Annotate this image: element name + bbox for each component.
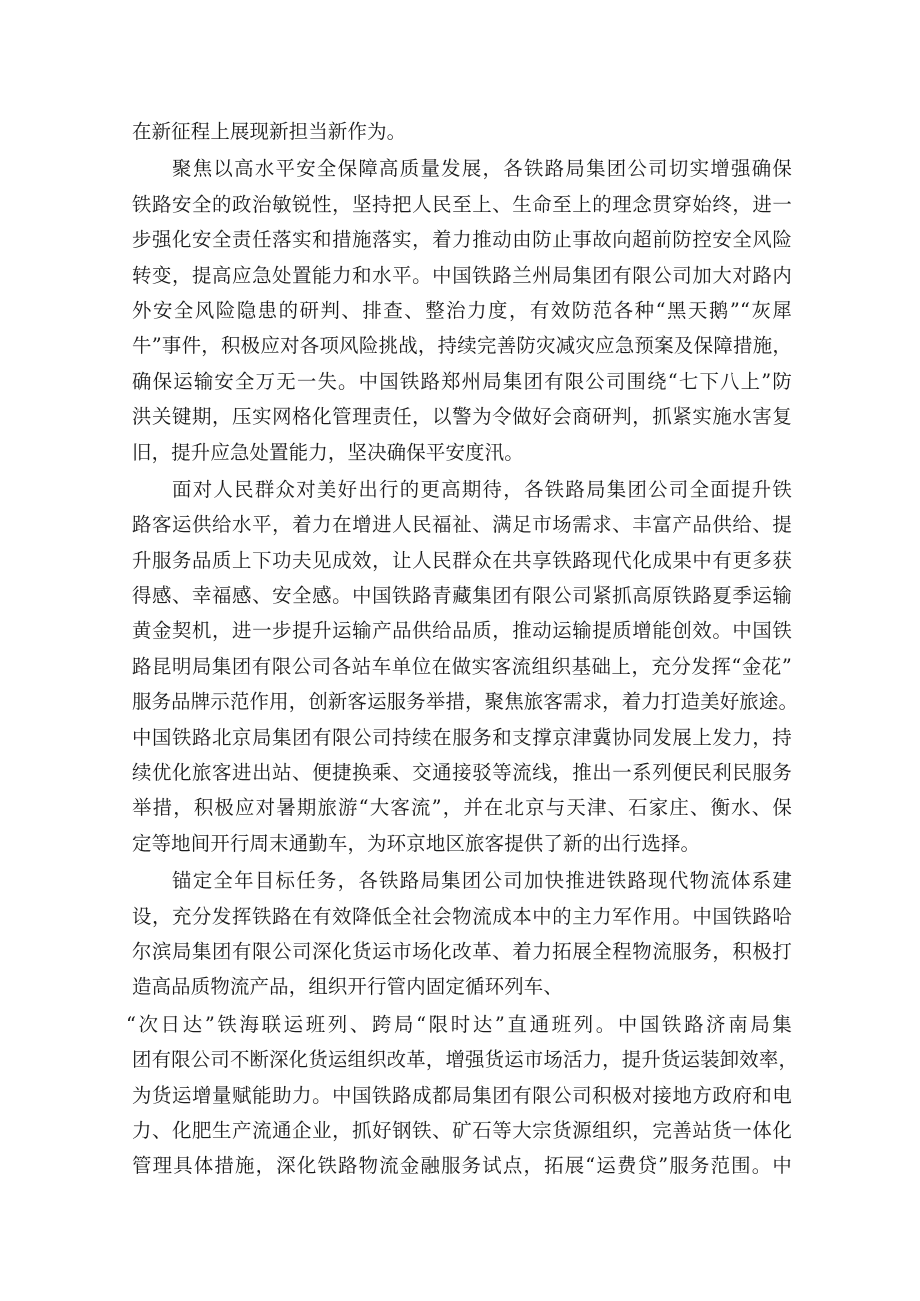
text-line: 面对人民群众对美好出行的更高期待，各铁路局集团公司全面提升铁 <box>172 477 792 501</box>
text-line: 洪关键期，压实网格化管理责任，以警为令做好会商研判，抓紧实施水害复 <box>132 405 792 429</box>
text-line: 路昆明局集团有限公司各站车单位在做实客流组织基础上，充分发挥“金花” <box>132 654 792 678</box>
text-line: 得感、幸福感、安全感。中国铁路青藏集团有限公司紧抓高原铁路夏季运输 <box>132 584 792 608</box>
text-line: 尔滨局集团有限公司深化货运市场化改革、着力拓展全程物流服务，积极打 <box>132 939 792 963</box>
text-line: 聚焦以高水平安全保障高质量发展，各铁路局集团公司切实增强确保 <box>172 157 792 181</box>
text-line: 锚定全年目标任务，各铁路局集团公司加快推进铁路现代物流体系建 <box>172 869 792 893</box>
paragraph-continuation <box>132 114 792 149</box>
text-line: 外安全风险隐患的研判、排查、整治力度，有效防范各种“黑天鹅”“灰犀 <box>132 298 792 322</box>
text-line: 力、化肥生产流通企业，抓好钢铁、矿石等大宗货源组织，完善站货一体化 <box>132 1118 792 1142</box>
text-line: 铁路安全的政治敏锐性，坚持把人民至上、生命至上的理念贯穿始终，进一 <box>132 192 792 216</box>
text-line: 黄金契机，进一步提升运输产品供给品质，推动运输提质增能创效。中国铁 <box>132 619 792 643</box>
text-line: 在新征程上展现新担当新作为。 <box>132 120 407 143</box>
text-line: 定等地间开行周末通勤车，为环京地区旅客提供了新的出行选择。 <box>132 831 701 855</box>
paragraph-passenger-transport <box>132 472 799 861</box>
text-line: 路客运供给水平，着力在增进人民福祉、满足市场需求、丰富产品供给、提 <box>132 513 792 537</box>
text-line: 中国铁路北京局集团有限公司持续在服务和支撑京津冀协同发展上发力，持 <box>132 725 792 749</box>
paragraph-freight-continuation <box>126 1007 799 1184</box>
text-line: 团有限公司不断深化货运组织改革，增强货运市场活力，提升货运装卸效率， <box>132 1048 799 1072</box>
text-line: 造高品质物流产品，组织开行管内固定循环列车、 <box>132 975 563 999</box>
text-line: 确保运输安全万无一失。中国铁路郑州局集团有限公司围绕“七下八上”防 <box>132 369 792 393</box>
paragraph-freight-logistics <box>132 863 792 1005</box>
text-line: 服务品牌示范作用，创新客运服务举措，聚焦旅客需求，着力打造美好旅途。 <box>132 690 799 714</box>
text-line: 旧，提升应急处置能力，坚决确保平安度汛。 <box>132 440 524 464</box>
text-line: “次日达”铁海联运班列、跨局“限时达”直通班列。中国铁路济南局集 <box>126 1012 792 1036</box>
text-line: 管理具体措施，深化铁路物流金融服务试点，拓展“运费贷”服务范围。中 <box>132 1154 792 1178</box>
paragraph-safety <box>132 151 792 470</box>
text-line: 升服务品质上下功夫见成效，让人民群众在共享铁路现代化成果中有更多获 <box>132 548 792 572</box>
text-line: 步强化安全责任落实和措施落实，着力推动由防止事故向超前防控安全风险 <box>132 228 792 252</box>
text-line: 为货运增量赋能助力。中国铁路成都局集团有限公司积极对接地方政府和电 <box>132 1083 792 1107</box>
text-line: 转变，提高应急处置能力和水平。中国铁路兰州局集团有限公司加大对路内 <box>132 263 792 287</box>
text-line: 举措，积极应对暑期旅游“大客流”，并在北京与天津、石家庄、衡水、保 <box>132 796 792 820</box>
text-line: 设，充分发挥铁路在有效降低全社会物流成本中的主力军作用。中国铁路哈 <box>132 904 792 928</box>
document-body <box>126 114 799 1186</box>
text-line: 续优化旅客进出站、便捷换乘、交通接驳等流线，推出一系列便民利民服务 <box>132 761 792 785</box>
text-line: 牛”事件，积极应对各项风险挑战，持续完善防灾减灾应急预案及保障措施， <box>132 334 792 358</box>
